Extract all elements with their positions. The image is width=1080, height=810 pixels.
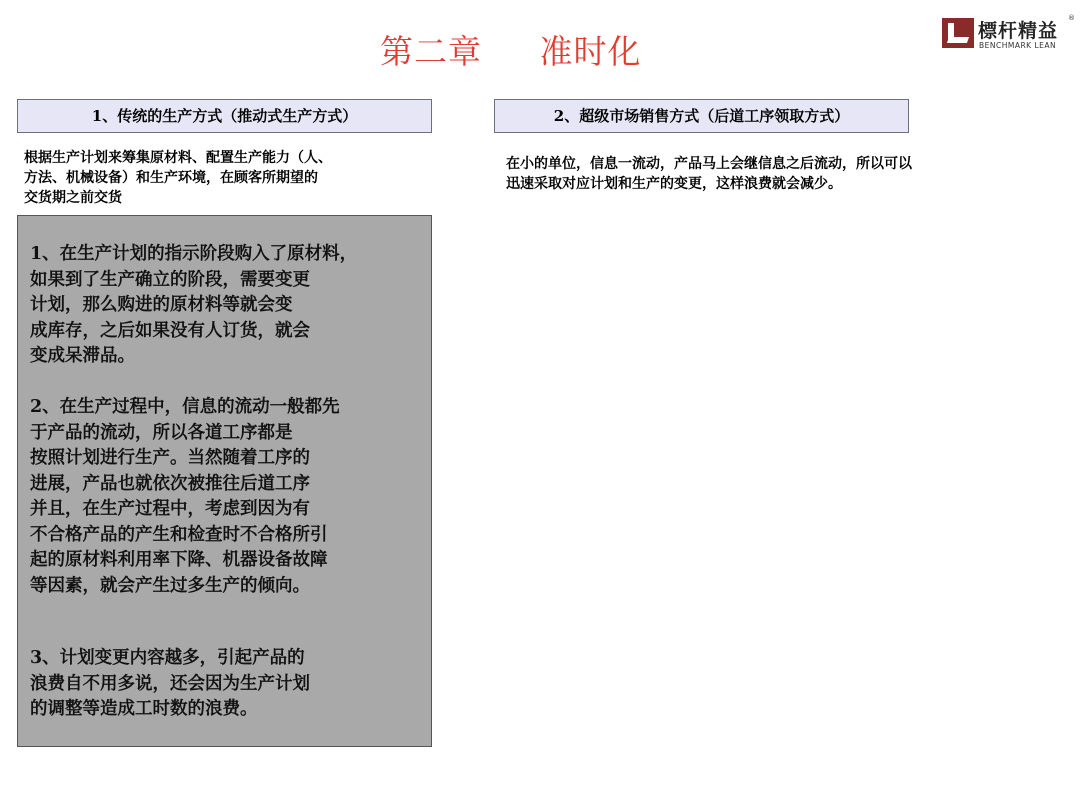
detail-line: 浪费自不用多说，还会因为生产计划 bbox=[30, 673, 310, 694]
traditional-method-details-box bbox=[17, 215, 432, 747]
logo-registered-mark: ® bbox=[1068, 14, 1075, 22]
detail-line: 1、在生产计划的指示阶段购入了原材料， bbox=[30, 244, 358, 264]
left-column-header: 1、传统的生产方式（推动式生产方式） bbox=[17, 99, 432, 133]
detail-point-3 bbox=[30, 646, 420, 723]
detail-point-2 bbox=[30, 395, 420, 599]
detail-line: 按照计划进行生产。当然随着工序的 bbox=[30, 448, 310, 468]
logo-name-cn: 標杆精益 bbox=[978, 20, 1059, 42]
detail-line: 于产品的流动，所以各道工序都是 bbox=[30, 422, 293, 443]
detail-line: 2、在生产过程中，信息的流动一般都先 bbox=[30, 397, 340, 417]
detail-point-1 bbox=[30, 242, 420, 370]
right-column-description bbox=[506, 154, 1046, 194]
detail-line: 的调整等造成工时数的浪费。 bbox=[30, 699, 258, 719]
right-column-header: 2、超级市场销售方式（后道工序领取方式） bbox=[494, 99, 909, 133]
description-line: 方法、机械设备）和生产环境，在顾客所期望的 bbox=[24, 170, 318, 186]
left-column-description bbox=[24, 148, 434, 208]
detail-line: 并且，在生产过程中，考虑到因为有 bbox=[30, 499, 310, 519]
logo-name-en: BENCHMARK LEAN bbox=[979, 41, 1057, 50]
detail-line: 计划，那么购进的原材料等就会变 bbox=[30, 295, 293, 315]
detail-line: 3、计划变更内容越多，引起产品的 bbox=[30, 648, 305, 668]
description-line: 根据生产计划来筹集原材料、配置生产能力（人、 bbox=[24, 150, 332, 166]
detail-line: 等因素，就会产生过多生产的倾向。 bbox=[30, 575, 310, 596]
description-line: 迅速采取对应计划和生产的变更，这样浪费就会减少。 bbox=[506, 176, 842, 192]
brand-logo bbox=[940, 14, 1075, 54]
page-title: 第二章 准时化 bbox=[380, 32, 642, 71]
description-line: 交货期之前交货 bbox=[24, 190, 122, 206]
detail-line: 成库存，之后如果没有人订货，就会 bbox=[30, 320, 310, 341]
detail-line: 进展，产品也就依次被推往后道工序 bbox=[30, 473, 310, 494]
detail-line: 如果到了生产确立的阶段，需要变更 bbox=[30, 269, 310, 290]
description-line: 在小的单位，信息一流动，产品马上会继信息之后流动，所以可以 bbox=[506, 156, 912, 172]
detail-line: 不合格产品的产生和检查时不合格所引 bbox=[30, 524, 328, 545]
detail-line: 起的原材料利用率下降、机器设备故障 bbox=[30, 550, 328, 570]
logo-mark-icon bbox=[942, 18, 974, 48]
detail-line: 变成呆滞品。 bbox=[30, 346, 135, 366]
